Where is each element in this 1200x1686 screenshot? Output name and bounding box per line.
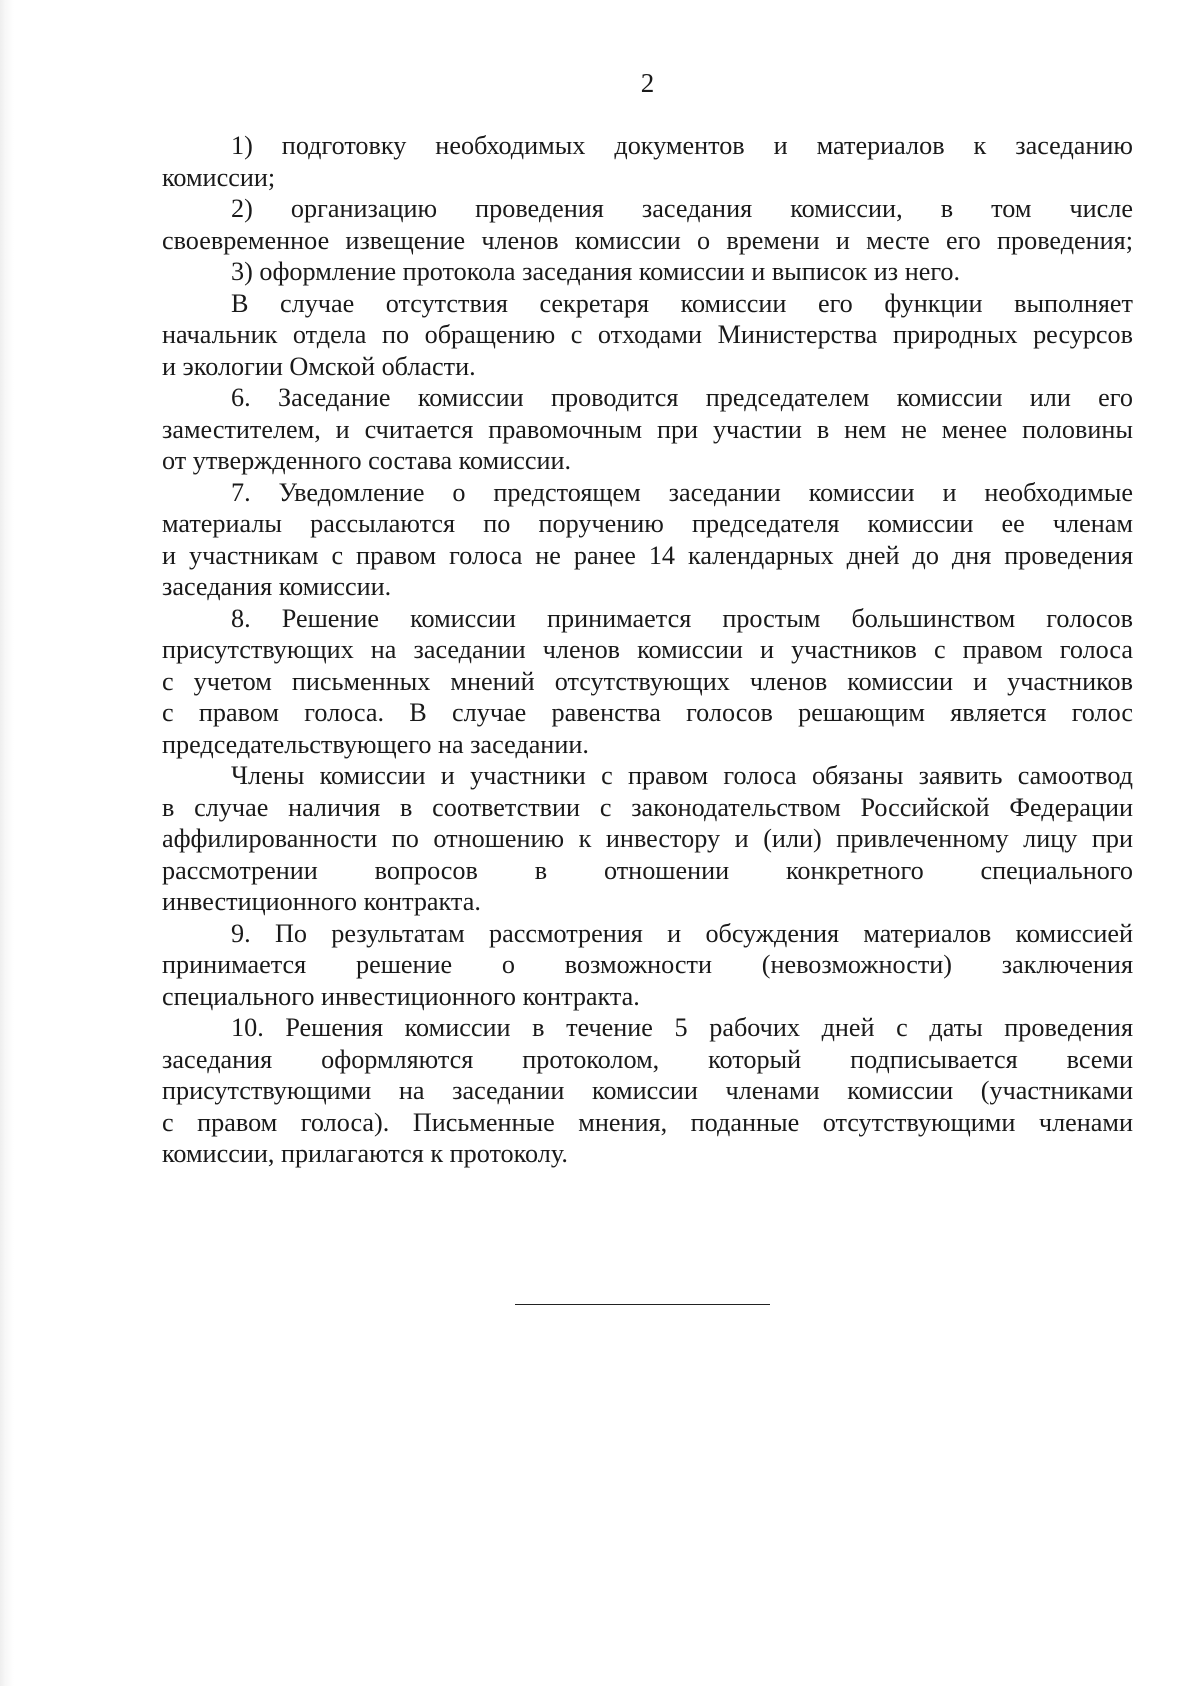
page-number: 2 xyxy=(640,68,655,98)
text-line: председательствующего на заседании. xyxy=(162,729,589,759)
text-line: заседания комиссии. xyxy=(162,572,392,601)
closing-rule xyxy=(515,1304,770,1305)
text-line: 9. По результатам рассмотрения и обсуждения материалов комиссией xyxy=(231,918,1133,948)
text-line: с учетом письменных мнений отсутствующих членов комиссии и участников xyxy=(162,666,1133,696)
text-line: 7. Уведомление о предстоящем заседании комиссии и необходимые xyxy=(231,477,1133,507)
text-line: аффилированности по отношению к инвестору и (или) привлеченному лицу при xyxy=(162,824,1133,853)
text-line: заместителем, и считается правомочным при участии в нем не менее половины xyxy=(162,414,1133,444)
text-line: в случае наличия в соответствии с законодательством Российской Федерации xyxy=(162,792,1133,822)
text-line: 8. Решение комиссии принимается простым большинством голосов xyxy=(231,603,1133,633)
text-line: 1) подготовку необходимых документов и материалов к заседанию xyxy=(231,131,1133,160)
text-line: присутствующих на заседании членов комиссии и участников с правом голоса xyxy=(162,635,1133,664)
text-line: принимается решение о возможности (невозможности) заключения xyxy=(162,950,1133,979)
text-line: материалы рассылаются по поручению председателя комиссии ее членам xyxy=(162,509,1133,538)
text-line: начальник отдела по обращению с отходами Министерства природных ресурсов xyxy=(162,320,1133,349)
text-line: комиссии, прилагаются к протоколу. xyxy=(162,1139,568,1168)
scan-edge xyxy=(0,0,16,1686)
text-line: заседания оформляются протоколом, который подписывается всеми xyxy=(162,1044,1133,1074)
text-line: с правом голоса. В случае равенства голосов решающим является голос xyxy=(162,698,1133,727)
text-line: 6. Заседание комиссии проводится председателем комиссии или его xyxy=(231,383,1133,412)
text-line: с правом голоса). Письменные мнения, поданные отсутствующими членами xyxy=(162,1107,1133,1137)
text-line: и экологии Омской области. xyxy=(162,351,476,381)
text-line: В случае отсутствия секретаря комиссии его функции выполняет xyxy=(231,288,1133,318)
document-body xyxy=(162,130,1133,1170)
text-line: комиссии; xyxy=(162,162,276,192)
text-line: Члены комиссии и участники с правом голоса обязаны заявить самоотвод xyxy=(231,761,1133,790)
text-line: 3) оформление протокола заседания комиссии и выписок из него. xyxy=(231,257,961,286)
text-line: рассмотрении вопросов в отношении конкретного специального xyxy=(162,855,1133,885)
text-line: 2) организацию проведения заседания комиссии, в том числе xyxy=(231,194,1133,223)
text-line: специального инвестиционного контракта. xyxy=(162,981,640,1011)
text-line: 10. Решения комиссии в течение 5 рабочих дней с даты проведения xyxy=(231,1013,1133,1042)
text-line: инвестиционного контракта. xyxy=(162,887,481,916)
text-line: от утвержденного состава комиссии. xyxy=(162,446,572,475)
text-line: своевременное извещение членов комиссии о времени и месте его проведения; xyxy=(162,225,1133,255)
text-line: и участникам с правом голоса не ранее 14 календарных дней до дня проведения xyxy=(162,540,1133,570)
text-line: присутствующими на заседании комиссии членами комиссии (участниками xyxy=(162,1076,1133,1105)
